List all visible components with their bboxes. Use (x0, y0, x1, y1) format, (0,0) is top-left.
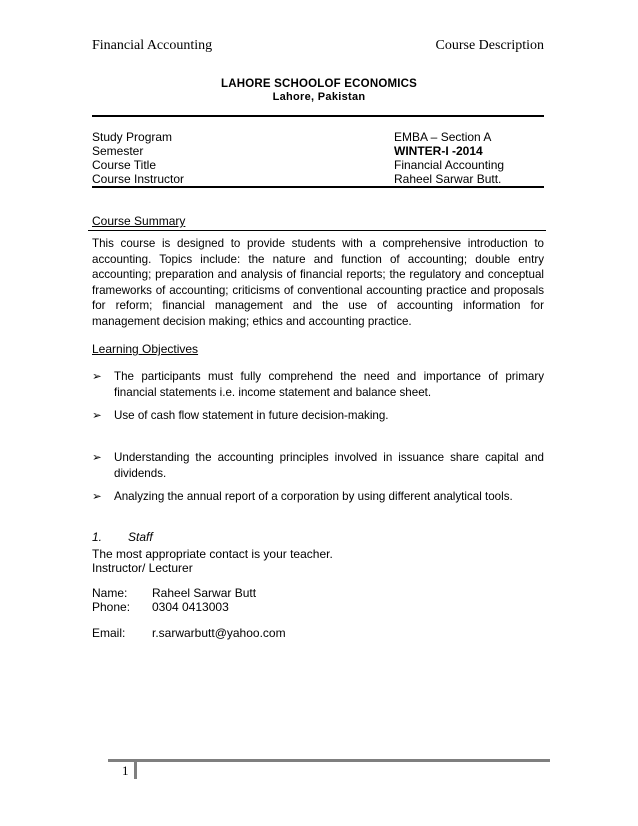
info-label: Course Instructor (92, 172, 185, 186)
info-label: Semester (92, 144, 144, 158)
objective-text: Understanding the accounting principles involved in issuance share capital and dividends. (114, 451, 544, 480)
name-value: Raheel Sarwar Butt (152, 586, 257, 600)
email-value: r.sarwarbutt@yahoo.com (152, 626, 286, 640)
info-value: Financial Accounting (394, 158, 505, 172)
info-value: EMBA – Section A (394, 130, 492, 144)
arrow-bullet-icon: ➢ (92, 370, 102, 383)
email-label: Email: (92, 626, 126, 640)
school-city: Lahore, Pakistan (272, 91, 366, 103)
footer-rule (108, 759, 550, 762)
page-number: 1 (122, 763, 129, 778)
summary-heading: Course Summary (92, 214, 186, 228)
info-label: Course Title (92, 158, 157, 172)
staff-number: 1. (92, 530, 103, 544)
footer-divider (134, 759, 137, 779)
running-header-right: Course Description (435, 38, 544, 53)
phone-label: Phone: (92, 600, 131, 614)
name-label: Name: (92, 586, 128, 600)
arrow-bullet-icon: ➢ (92, 490, 102, 503)
info-value: Raheel Sarwar Butt. (394, 172, 502, 186)
running-header-left: Financial Accounting (92, 38, 213, 53)
phone-value: 0304 0413003 (152, 600, 229, 614)
objective-text: Analyzing the annual report of a corporation by using different analytical tools. (114, 490, 513, 503)
objective-text: The participants must fully comprehend the need and importance of primary financial statements i.e. income statement and balance sheet. (114, 370, 544, 399)
summary-text: This course is designed to provide students with a comprehensive introduction to accounting. Topics include: the nature and function of accounting; double entry accounting; preparation and analysis of financial reports; the regulatory and conceptual frameworks of accounting; criticisms of conventional accounting practice and proposals for reform; financial management and the use of accounting information for management decision making; ethics and accounting practice. (92, 237, 544, 328)
title-divider (92, 115, 544, 117)
staff-line-role: Instructor/ Lecturer (92, 561, 193, 575)
objectives-heading: Learning Objectives (92, 342, 199, 356)
objective-text: Use of cash flow statement in future decision-making. (114, 409, 389, 422)
info-divider (92, 186, 544, 188)
info-label: Study Program (92, 130, 173, 144)
info-value: WINTER-I -2014 (394, 144, 483, 158)
school-name: LAHORE SCHOOLOF ECONOMICS (220, 78, 418, 90)
arrow-bullet-icon: ➢ (92, 409, 102, 422)
staff-heading: Staff (128, 530, 153, 544)
arrow-bullet-icon: ➢ (92, 451, 102, 464)
staff-line-contact: The most appropriate contact is your teacher. (92, 547, 333, 561)
summary-box-top (88, 230, 546, 231)
